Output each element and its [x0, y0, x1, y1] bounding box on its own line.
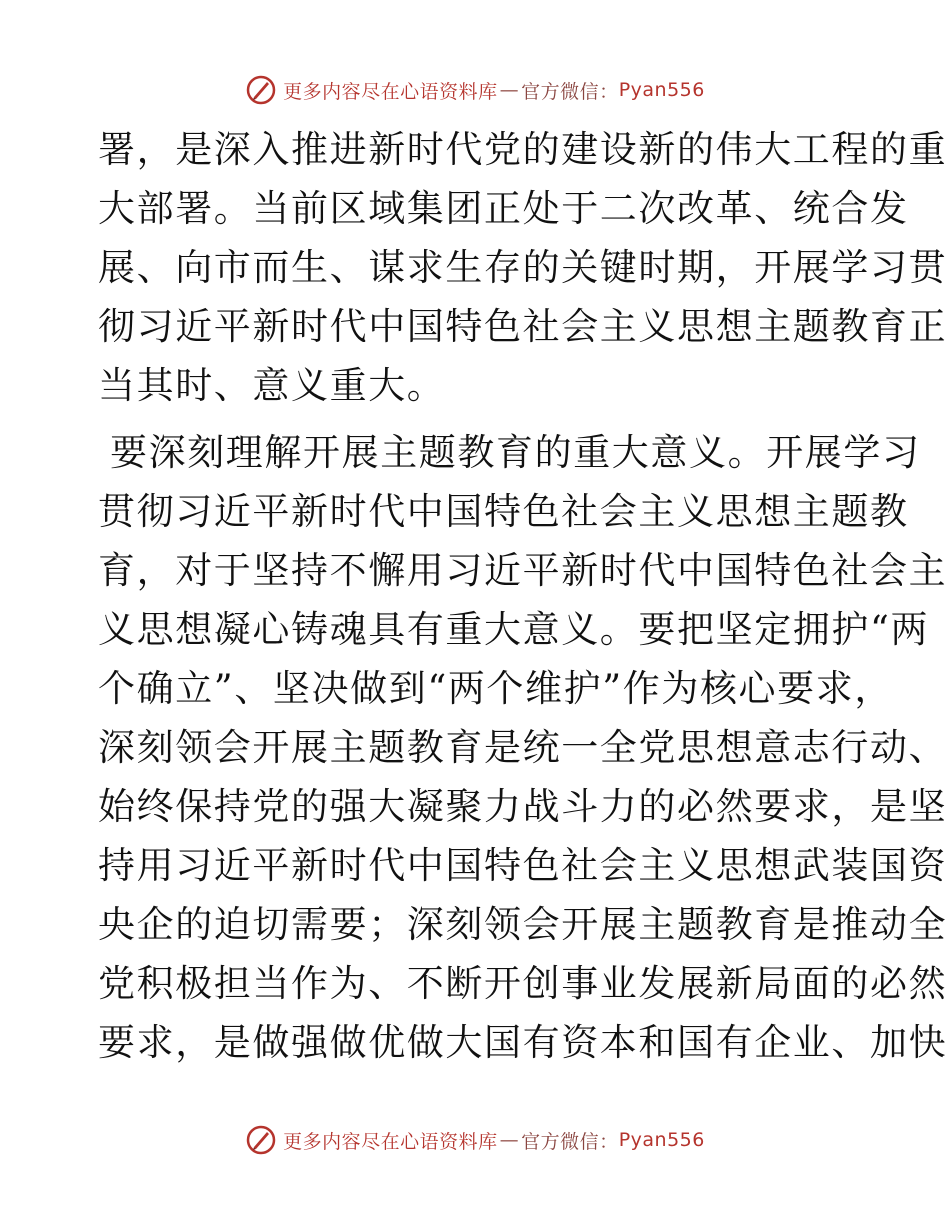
- banner-wechat-label: 官方微信：: [521, 80, 619, 103]
- text-line: 当其时、意义重大。: [98, 364, 446, 407]
- quill-pen-logo-icon: [245, 1124, 277, 1156]
- text-line: 大部署。当前区域集团正处于二次改革、统合发: [98, 187, 909, 230]
- text-line: 始终保持党的强大凝聚力战斗力的必然要求，是坚: [98, 785, 948, 828]
- text-line: 育，对于坚持不懈用习近平新时代中国特色社会主: [98, 549, 948, 592]
- footer-banner: [0, 1120, 950, 1160]
- banner-wechat-label: 官方微信：: [521, 1130, 619, 1153]
- paragraph-2: [98, 423, 948, 1072]
- text-line: 义思想凝心铸魂具有重大意义。要把坚定拥护“两: [98, 608, 930, 651]
- text-line: 个确立”、坚决做到“两个维护”作为核心要求，: [98, 667, 893, 710]
- banner-wechat-id: Pyan556: [618, 1129, 705, 1151]
- banner-site-text: 更多内容尽在心语资料库: [283, 80, 498, 103]
- text-line: 贯彻习近平新时代中国特色社会主义思想主题教: [98, 490, 909, 533]
- document-body: [98, 120, 948, 1072]
- text-line: 央企的迫切需要；深刻领会开展主题教育是推动全: [98, 903, 948, 946]
- text-line: 持用习近平新时代中国特色社会主义思想武装国资: [98, 844, 948, 887]
- text-line: 要深刻理解开展主题教育的重大意义。开展学习: [110, 431, 921, 474]
- banner-separator: —: [499, 79, 520, 101]
- banner-separator: —: [499, 1129, 520, 1151]
- text-line: 彻习近平新时代中国特色社会主义思想主题教育正: [98, 305, 948, 348]
- text-line: 深刻领会开展主题教育是统一全党思想意志行动、: [98, 726, 948, 769]
- paragraph-1: [98, 120, 948, 415]
- text-line: 展、向市而生、谋求生存的关键时期，开展学习贯: [98, 246, 948, 289]
- header-banner: [0, 70, 950, 110]
- banner-wechat-id: Pyan556: [618, 79, 705, 101]
- text-line: 党积极担当作为、不断开创事业发展新局面的必然: [98, 962, 948, 1005]
- banner-site-text: 更多内容尽在心语资料库: [283, 1130, 498, 1153]
- text-line: 署，是深入推进新时代党的建设新的伟大工程的重: [98, 128, 948, 171]
- text-line: 要求，是做强做优做大国有资本和国有企业、加快: [98, 1021, 948, 1064]
- quill-pen-logo-icon: [245, 74, 277, 106]
